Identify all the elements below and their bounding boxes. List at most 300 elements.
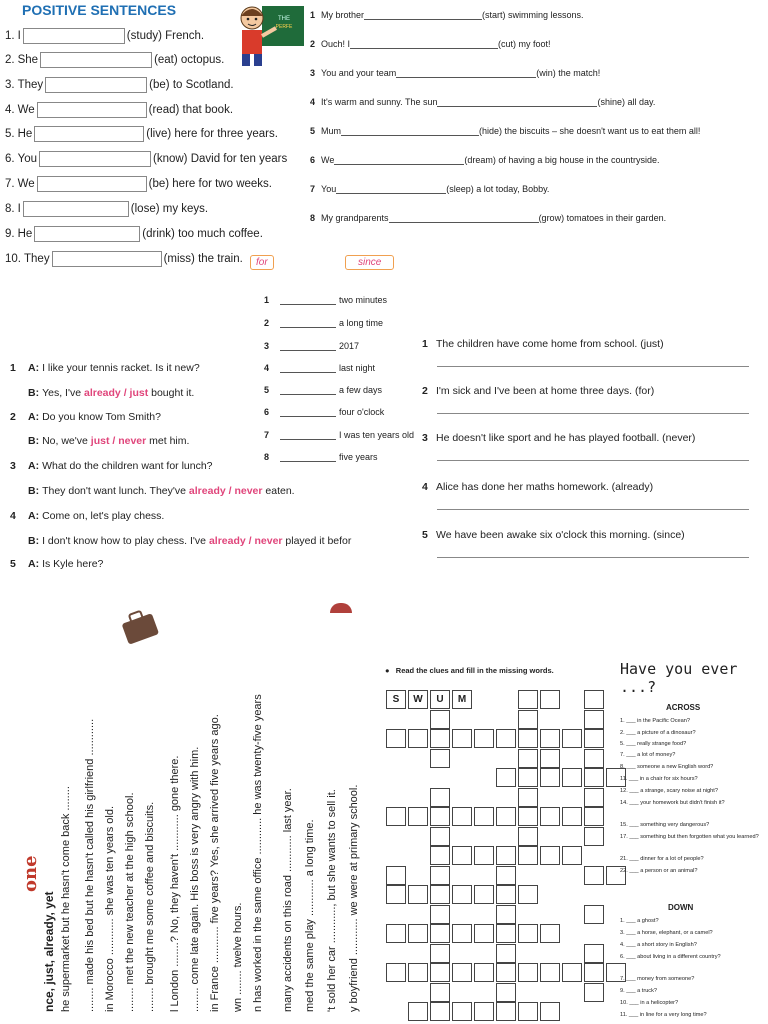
- positive-sentence-row: [5, 251, 243, 267]
- time-expression: a few days: [339, 385, 383, 395]
- crossword-cell[interactable]: [452, 885, 472, 904]
- speaker-label: B:: [28, 435, 40, 447]
- rewrite-sentence: [422, 481, 653, 493]
- crossword-cell[interactable]: [518, 729, 538, 748]
- crossword-cell[interactable]: [518, 690, 538, 709]
- sentence-subject: I: [17, 203, 21, 215]
- rotated-sentence: he supermarket but he hasn't come back ........: [60, 786, 72, 1012]
- answer-line[interactable]: [280, 372, 336, 373]
- dialogue-text: met him.: [146, 435, 190, 447]
- crossword-cell[interactable]: [518, 846, 538, 865]
- item-number: 5: [422, 529, 428, 541]
- verb-gap-row: [310, 213, 666, 223]
- across-clue: 8. ___ someone a new English word?: [620, 764, 714, 770]
- sentence-subject: He: [17, 128, 33, 140]
- sentence-end: (win) the match!: [536, 68, 601, 78]
- crossword-cell[interactable]: [584, 768, 604, 787]
- across-clue: 14. ___ your homework but didn't finish it?: [620, 800, 725, 806]
- sentence-subject: She: [17, 54, 39, 66]
- sentence-number: 1.: [5, 30, 15, 42]
- item-number: 3: [10, 460, 16, 472]
- crossword-cell[interactable]: [474, 807, 494, 826]
- item-number: 7: [264, 430, 270, 440]
- answer-field[interactable]: [39, 151, 151, 167]
- crossword-cell[interactable]: [430, 866, 450, 885]
- crossword-cell[interactable]: [540, 690, 560, 709]
- positive-sentence-row: [5, 102, 233, 118]
- crossword-cell[interactable]: [540, 768, 560, 787]
- for-badge: for: [250, 252, 274, 270]
- dialogue-text: I like your tennis racket. Is it new?: [42, 362, 200, 374]
- for-since-row: [264, 341, 359, 351]
- answer-line[interactable]: [280, 439, 336, 440]
- answer-line[interactable]: [280, 327, 336, 328]
- answer-line[interactable]: [280, 394, 336, 395]
- sentence-number: 2.: [5, 54, 15, 66]
- rotated-sentence: in Morocco ............ she was ten years old.: [104, 805, 116, 1012]
- for-since-row: [264, 452, 378, 462]
- choice-options[interactable]: already / just: [84, 387, 149, 399]
- answer-field[interactable]: [34, 226, 140, 242]
- teacher-sign-text: THE: [278, 16, 290, 22]
- rotated-sentence: ........ come late again. His boss is very angry with him.: [189, 746, 201, 1012]
- crossword-cell[interactable]: [518, 963, 538, 982]
- sentence-start: Mum: [321, 126, 342, 136]
- crossword-cell[interactable]: [518, 827, 538, 846]
- sentence-verb-hint: (miss) the train.: [163, 253, 243, 265]
- crossword-cell[interactable]: [386, 963, 406, 982]
- crossword-cell[interactable]: [408, 1002, 428, 1021]
- sentence-subject: They: [17, 79, 44, 91]
- down-clue: 1. ___ a ghost?: [620, 918, 659, 924]
- answer-line[interactable]: [341, 135, 479, 136]
- item-number: 4: [422, 481, 428, 493]
- dialogue-text: Yes, I've: [42, 387, 84, 399]
- dialogue-text: bought it.: [148, 387, 195, 399]
- crossword-cell[interactable]: [584, 749, 604, 768]
- since-badge: since: [345, 252, 394, 270]
- dialogue-text: Come on, let's play chess.: [42, 510, 165, 522]
- across-clue: 1. ___ in the Pacific Ocean?: [620, 718, 690, 724]
- crossword-cell[interactable]: [584, 905, 604, 924]
- sentence-start: You: [321, 184, 337, 194]
- speaker-label: B:: [28, 387, 40, 399]
- sentence-start: You and your team: [321, 68, 397, 78]
- answer-line[interactable]: [364, 19, 482, 20]
- across-clue: 17. ___ something but then forgotten what you learned?: [620, 834, 759, 840]
- time-expression: I was ten years old: [339, 430, 415, 440]
- crossword-cell[interactable]: [584, 807, 604, 826]
- rotated-sentence: ........ met the new teacher at the high school.: [124, 792, 136, 1012]
- answer-line[interactable]: [437, 366, 749, 367]
- item-number: 3: [264, 341, 270, 351]
- crossword-cell[interactable]: [430, 827, 450, 846]
- sentence-verb-hint: (study) French.: [126, 30, 205, 42]
- item-number: 2: [422, 385, 428, 397]
- dialogue-line: [10, 460, 213, 472]
- crossword-cell[interactable]: [408, 963, 428, 982]
- dialogue-line: [10, 485, 295, 497]
- time-expression: two minutes: [339, 295, 388, 305]
- crossword-cell[interactable]: [562, 768, 582, 787]
- dialogue-text: No, we've: [42, 435, 91, 447]
- crossword-cell[interactable]: [496, 729, 516, 748]
- sentence-subject: We: [17, 104, 35, 116]
- svg-text:PERFE: PERFE: [275, 24, 293, 30]
- positive-sentence-row: [5, 226, 263, 242]
- crossword-cell[interactable]: [430, 905, 450, 924]
- crossword-cell[interactable]: [540, 749, 560, 768]
- item-number: 8: [264, 452, 270, 462]
- verb-gap-row: [310, 155, 659, 165]
- sentence-number: 4.: [5, 104, 15, 116]
- answer-line[interactable]: [437, 106, 597, 107]
- crossword-cell[interactable]: [452, 729, 472, 748]
- answer-line[interactable]: [280, 416, 336, 417]
- crossword-cell[interactable]: [408, 729, 428, 748]
- time-expression: last night: [339, 363, 376, 373]
- rewrite-sentence: [422, 529, 685, 541]
- rotated-heading: one: [20, 855, 41, 892]
- answer-field[interactable]: [52, 251, 162, 267]
- crossword-cell[interactable]: [518, 788, 538, 807]
- sentence-subject: I: [17, 30, 21, 42]
- item-number: 2: [10, 411, 16, 423]
- crossword-cell[interactable]: [430, 944, 450, 963]
- sentence-number: 3.: [5, 79, 15, 91]
- crossword-cell[interactable]: [430, 690, 450, 709]
- sentence-verb-hint: (eat) octopus.: [154, 54, 225, 66]
- crossword-cell[interactable]: [496, 963, 516, 982]
- crossword-letter: M: [457, 694, 467, 705]
- crossword-cell[interactable]: [496, 846, 516, 865]
- time-expression: 2017: [339, 341, 360, 351]
- answer-line[interactable]: [280, 304, 336, 305]
- rotated-sentence: in France ............ five years? Yes, she arrived five years ago.: [209, 714, 221, 1012]
- crossword-cell[interactable]: [474, 1002, 494, 1021]
- item-number: 5: [10, 558, 16, 570]
- crossword-cell[interactable]: [584, 729, 604, 748]
- item-number: 5: [310, 126, 316, 136]
- crossword-cell[interactable]: [386, 924, 406, 943]
- dialogue-line: [10, 558, 103, 570]
- crossword-cell[interactable]: [496, 944, 516, 963]
- dialogue-text: What do the children want for lunch?: [42, 460, 213, 472]
- item-number: 4: [10, 510, 16, 522]
- answer-line[interactable]: [437, 413, 749, 414]
- for-since-row: [264, 385, 382, 395]
- positive-sentences-title: POSITIVE SENTENCES: [22, 2, 177, 18]
- crossword-cell[interactable]: [452, 846, 472, 865]
- for-since-row: [264, 430, 414, 440]
- crossword-cell[interactable]: [518, 710, 538, 729]
- crossword-cell[interactable]: [474, 963, 494, 982]
- sentence-subject: We: [17, 178, 35, 190]
- crossword-cell[interactable]: [518, 924, 538, 943]
- crossword-cell[interactable]: [474, 885, 494, 904]
- sentence-number: 9.: [5, 228, 15, 240]
- rewrite-text: We have been awake six o'clock this morning. (since): [436, 529, 685, 541]
- briefcase-icon: [120, 606, 160, 646]
- across-clue: 22. ___ a person or an animal?: [620, 868, 698, 874]
- teacher-illustration: [232, 2, 304, 68]
- crossword-cell[interactable]: [452, 1002, 472, 1021]
- dialogue-line: [10, 510, 164, 522]
- item-number: 1: [264, 295, 270, 305]
- crossword-cell[interactable]: [496, 924, 516, 943]
- sentence-subject: He: [17, 228, 33, 240]
- dialogue-text: I don't know how to play chess. I've: [42, 535, 209, 547]
- answer-line[interactable]: [437, 509, 749, 510]
- crossword-cell[interactable]: [386, 690, 406, 709]
- crossword-cell[interactable]: [518, 807, 538, 826]
- rewrite-sentence: [422, 432, 695, 444]
- item-number: 6: [310, 155, 316, 165]
- crossword-cell[interactable]: [408, 885, 428, 904]
- item-number: 3: [422, 432, 428, 444]
- crossword-cell[interactable]: [386, 807, 406, 826]
- crossword-cell[interactable]: [430, 983, 450, 1002]
- crossword-cell[interactable]: [518, 1002, 538, 1021]
- crossword-cell[interactable]: [540, 807, 560, 826]
- for-since-row: [264, 318, 383, 328]
- crossword-cell[interactable]: [584, 944, 604, 963]
- speaker-label: A:: [28, 510, 40, 522]
- choice-options[interactable]: already / never: [188, 485, 263, 497]
- crossword-cell[interactable]: [474, 846, 494, 865]
- crossword-cell[interactable]: [562, 963, 582, 982]
- crossword-cell[interactable]: [584, 690, 604, 709]
- answer-field[interactable]: [23, 28, 125, 44]
- rotated-sentence: y boyfriend ............ we were at primary school.: [348, 784, 360, 1012]
- sentence-subject: You: [17, 153, 37, 165]
- crossword-cell[interactable]: [430, 749, 450, 768]
- for-since-row: [264, 407, 384, 417]
- crossword-cell[interactable]: [430, 1002, 450, 1021]
- crossword-cell[interactable]: [584, 827, 604, 846]
- rotated-sentence: 't sold her car ............, but she wants to sell it.: [326, 789, 338, 1012]
- speaker-label: A:: [28, 362, 40, 374]
- rotated-sentence: ........ brought me some coffee and biscuits.: [144, 801, 156, 1012]
- crossword-cell[interactable]: [496, 885, 516, 904]
- answer-line[interactable]: [437, 557, 749, 558]
- crossword-cell[interactable]: [496, 1002, 516, 1021]
- down-clue: 7. ___ money from someone?: [620, 976, 695, 982]
- rewrite-text: The children have come home from school. (just): [436, 338, 664, 350]
- crossword-cell[interactable]: [562, 846, 582, 865]
- answer-field[interactable]: [23, 201, 129, 217]
- rewrite-text: Alice has done her maths homework. (already): [436, 481, 654, 493]
- sentence-verb-hint: (live) here for three years.: [146, 128, 278, 140]
- sentence-verb-hint: (read) that book.: [148, 104, 234, 116]
- crossword-cell[interactable]: [496, 866, 516, 885]
- answer-field[interactable]: [37, 102, 147, 118]
- rewrite-sentence: [422, 385, 654, 397]
- speaker-label: B:: [28, 535, 40, 547]
- answer-line[interactable]: [280, 350, 336, 351]
- crossword-cell[interactable]: [430, 807, 450, 826]
- crossword-cell[interactable]: [430, 788, 450, 807]
- answer-field[interactable]: [45, 77, 147, 93]
- item-number: 1: [310, 10, 316, 20]
- crossword-cell[interactable]: [562, 807, 582, 826]
- choice-options[interactable]: already / never: [208, 535, 283, 547]
- positive-sentence-row: [5, 28, 204, 44]
- across-clue: 15. ___ something very dangerous?: [620, 822, 710, 828]
- across-clue: 21. ___ dinner for a lot of people?: [620, 856, 704, 862]
- crossword-cell[interactable]: [386, 885, 406, 904]
- decor-shape: [330, 603, 352, 613]
- choice-options[interactable]: just / never: [90, 435, 147, 447]
- crossword-cell[interactable]: [452, 807, 472, 826]
- time-expression: a long time: [339, 318, 384, 328]
- crossword-cell[interactable]: [496, 768, 516, 787]
- crossword-cell[interactable]: [386, 866, 406, 885]
- sentence-end: (dream) of having a big house in the countryside.: [464, 155, 660, 165]
- crossword-letter: W: [413, 694, 423, 705]
- speaker-label: A:: [28, 460, 40, 472]
- dialogue-text: played it befor: [282, 535, 352, 547]
- sentence-start: It's warm and sunny. The sun: [321, 97, 438, 107]
- crossword-cell[interactable]: [386, 729, 406, 748]
- answer-line[interactable]: [389, 222, 539, 223]
- crossword-cell[interactable]: [474, 729, 494, 748]
- crossword-cell[interactable]: [584, 710, 604, 729]
- item-number: 1: [10, 362, 16, 374]
- answer-line[interactable]: [336, 193, 446, 194]
- answer-field[interactable]: [40, 52, 152, 68]
- sentence-verb-hint: (be) to Scotland.: [149, 79, 234, 91]
- sentence-end: (hide) the biscuits – she doesn't want us to eat them all!: [479, 126, 701, 136]
- rotated-sentence: many accidents on this road ............ last year.: [282, 788, 294, 1012]
- rotated-sentence: wn ........ twelve hours.: [232, 902, 244, 1012]
- crossword-cell[interactable]: [540, 963, 560, 982]
- dialogue-text: Do you know Tom Smith?: [42, 411, 161, 423]
- crossword-cell[interactable]: [584, 788, 604, 807]
- item-number: 2: [264, 318, 270, 328]
- crossword-cell[interactable]: [430, 963, 450, 982]
- dialogue-line: [10, 387, 194, 399]
- sentence-end: (start) swimming lessons.: [482, 10, 584, 20]
- answer-line[interactable]: [437, 460, 749, 461]
- crossword-cell[interactable]: [562, 729, 582, 748]
- crossword-cell[interactable]: [518, 885, 538, 904]
- item-number: 6: [264, 407, 270, 417]
- crossword-cell[interactable]: [496, 983, 516, 1002]
- answer-line[interactable]: [396, 77, 536, 78]
- crossword-cell[interactable]: [496, 807, 516, 826]
- for-since-row: [264, 295, 387, 305]
- item-number: 8: [310, 213, 316, 223]
- dialogue-line: [10, 362, 200, 374]
- sentence-subject: They: [24, 253, 50, 265]
- crossword-cell[interactable]: [540, 729, 560, 748]
- answer-line[interactable]: [350, 48, 498, 49]
- dialogue-line: [10, 535, 351, 547]
- item-number: 7: [310, 184, 316, 194]
- sentence-number: 10.: [5, 253, 21, 265]
- sentence-start: We: [321, 155, 335, 165]
- crossword-cell[interactable]: [430, 846, 450, 865]
- item-number: 5: [264, 385, 270, 395]
- across-clue: 11. ___ in a chair for six hours?: [620, 776, 698, 782]
- answer-line[interactable]: [334, 164, 464, 165]
- item-number: 2: [310, 39, 316, 49]
- crossword-cell[interactable]: [540, 924, 560, 943]
- crossword-cell[interactable]: [584, 963, 604, 982]
- crossword-cell[interactable]: [518, 768, 538, 787]
- answer-field[interactable]: [37, 176, 147, 192]
- crossword-cell[interactable]: [408, 807, 428, 826]
- crossword-cell[interactable]: [518, 749, 538, 768]
- sentence-start: My grandparents: [321, 213, 389, 223]
- crossword-cell[interactable]: [540, 1002, 560, 1021]
- across-clue: 2. ___ a picture of a dinosaur?: [620, 730, 696, 736]
- speaker-label: A:: [28, 558, 40, 570]
- verb-gap-row: [310, 97, 655, 107]
- sentence-number: 7.: [5, 178, 15, 190]
- dialogue-text: They don't want lunch. They've: [42, 485, 189, 497]
- crossword-cell[interactable]: [584, 983, 604, 1002]
- sentence-end: (grow) tomatoes in their garden.: [538, 213, 667, 223]
- answer-field[interactable]: [34, 126, 144, 142]
- rotated-sentence: l London ........? No, they haven't ............ gone there.: [169, 755, 181, 1012]
- sentence-verb-hint: (be) here for two weeks.: [148, 178, 272, 190]
- crossword-letter: U: [436, 694, 444, 705]
- crossword-cell[interactable]: [540, 846, 560, 865]
- crossword-instruction: ● Read the clues and fill in the missing words.: [385, 666, 554, 675]
- crossword-letter: S: [392, 694, 400, 705]
- down-clue: 9. ___ a truck?: [620, 988, 658, 994]
- sentence-start: My brother: [321, 10, 365, 20]
- positive-sentence-row: [5, 151, 287, 167]
- crossword-cell[interactable]: [408, 690, 428, 709]
- crossword-cell[interactable]: [430, 729, 450, 748]
- crossword-cell[interactable]: [408, 924, 428, 943]
- dialogue-text: eaten.: [262, 485, 295, 497]
- time-expression: four o'clock: [339, 407, 385, 417]
- positive-sentence-row: [5, 126, 278, 142]
- positive-sentence-row: [5, 77, 234, 93]
- sentence-number: 6.: [5, 153, 15, 165]
- down-clue: 4. ___ a short story in English?: [620, 942, 697, 948]
- positive-sentence-row: [5, 52, 224, 68]
- crossword-cell[interactable]: [430, 710, 450, 729]
- time-expression: five years: [339, 452, 378, 462]
- crossword-cell[interactable]: [430, 924, 450, 943]
- sentence-start: Ouch! I: [321, 39, 351, 49]
- crossword-cell[interactable]: [452, 690, 472, 709]
- sentence-end: (cut) my foot!: [498, 39, 551, 49]
- across-clue: 7. ___ a lot of money?: [620, 752, 676, 758]
- crossword-cell[interactable]: [584, 866, 604, 885]
- crossword-cell[interactable]: [452, 924, 472, 943]
- positive-sentence-row: [5, 201, 208, 217]
- for-since-row: [264, 363, 375, 373]
- speaker-label: B:: [28, 485, 40, 497]
- down-clue: 11. ___ in line for a very long time?: [620, 1012, 707, 1018]
- crossword-cell[interactable]: [496, 905, 516, 924]
- across-clue: 12. ___ a strange, scary noise at night?: [620, 788, 718, 794]
- crossword-cell[interactable]: [452, 963, 472, 982]
- rotated-sentence: n has worked in the same office ............ he was twenty-five years: [252, 694, 264, 1012]
- crossword-cell[interactable]: [430, 885, 450, 904]
- answer-line[interactable]: [280, 461, 336, 462]
- rotated-sentence: ........ made his bed but he hasn't called his girlfriend ............: [84, 718, 96, 1012]
- speaker-label: A:: [28, 411, 40, 423]
- crossword-cell[interactable]: [474, 924, 494, 943]
- sentence-number: 5.: [5, 128, 15, 140]
